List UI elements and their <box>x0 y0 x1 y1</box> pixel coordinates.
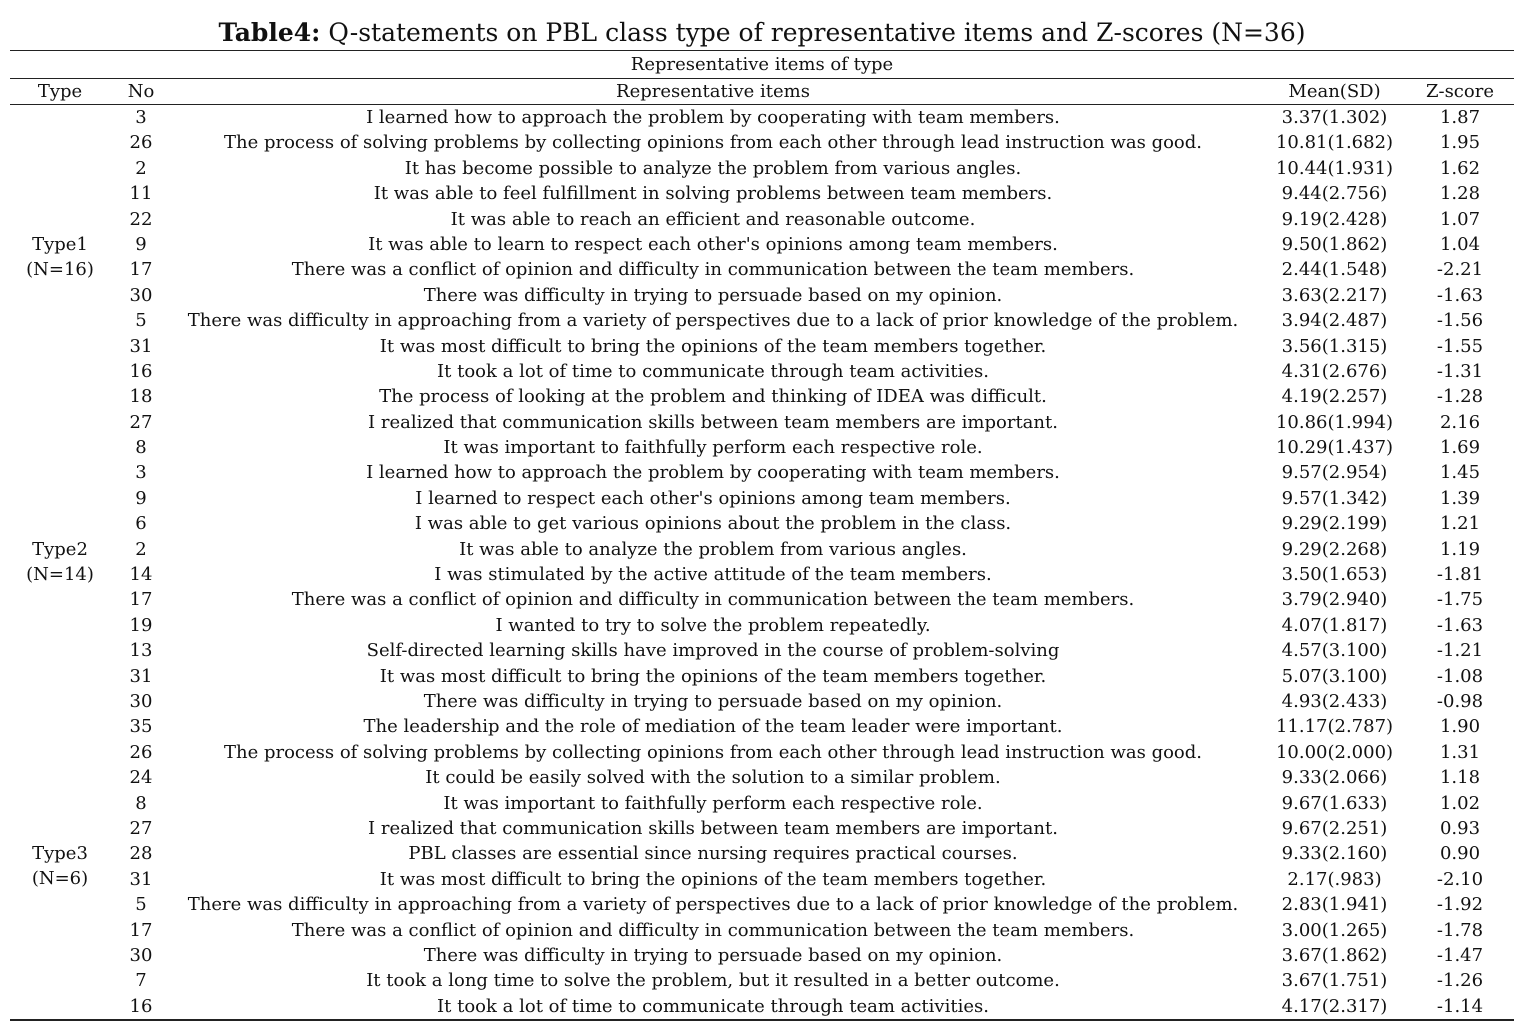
table-body <box>0 105 1534 1019</box>
item-mean-sd: 3.63(2.217) <box>1281 284 1388 306</box>
item-zscore: -1.31 <box>1436 360 1484 382</box>
table-row <box>0 435 1534 460</box>
item-statement: It has become possible to analyze the problem from various angles. <box>404 157 1022 179</box>
item-number: 5 <box>135 310 147 332</box>
item-statement: It was important to faithfully perform each respective role. <box>443 437 983 459</box>
item-zscore: 1.31 <box>1439 741 1481 763</box>
item-number: 30 <box>129 284 153 306</box>
item-number: 31 <box>129 868 153 890</box>
table-row <box>0 664 1534 689</box>
item-statement: The leadership and the role of mediation of the team leader were important. <box>363 716 1063 738</box>
table-row <box>0 943 1534 968</box>
table-row <box>0 384 1534 409</box>
item-statement: The process of solving problems by collecting opinions from each other through lead instruction was good. <box>223 741 1203 763</box>
table-subheader: Representative items of type <box>630 54 894 75</box>
table-row <box>0 765 1534 790</box>
item-statement: I learned to respect each other's opinions among team members. <box>415 487 1011 509</box>
item-mean-sd: 4.17(2.317) <box>1281 995 1388 1017</box>
item-mean-sd: 10.44(1.931) <box>1275 157 1394 179</box>
item-zscore: -1.21 <box>1436 640 1484 662</box>
table-row <box>0 511 1534 536</box>
item-mean-sd: 9.19(2.428) <box>1281 208 1388 230</box>
item-statement: It took a long time to solve the problem, but it resulted in a better outcome. <box>366 970 1060 992</box>
item-zscore: -1.28 <box>1436 386 1484 408</box>
table-row <box>0 892 1534 917</box>
item-number: 2 <box>135 157 147 179</box>
item-number: 2 <box>135 538 147 560</box>
item-mean-sd: 2.44(1.548) <box>1281 259 1388 281</box>
item-number: 6 <box>135 513 147 535</box>
col-header-items: Representative items <box>616 81 810 102</box>
table-row <box>0 841 1534 866</box>
item-statement: There was a conflict of opinion and difficulty in communication between the team members. <box>291 589 1135 611</box>
item-mean-sd: 10.86(1.994) <box>1275 411 1394 433</box>
table-row <box>0 740 1534 765</box>
item-mean-sd: 5.07(3.100) <box>1281 665 1388 687</box>
item-number: 7 <box>135 970 147 992</box>
item-mean-sd: 9.67(2.251) <box>1281 817 1388 839</box>
item-statement: There was difficulty in trying to persuade based on my opinion. <box>423 690 1003 712</box>
item-statement: There was difficulty in approaching from a variety of perspectives due to a lack of prior knowledge of the problem. <box>187 310 1239 332</box>
item-mean-sd: 9.33(2.160) <box>1281 843 1388 865</box>
item-zscore: -1.75 <box>1436 589 1484 611</box>
table-row <box>0 587 1534 612</box>
item-zscore: 0.93 <box>1439 817 1481 839</box>
table-row <box>0 968 1534 993</box>
item-number: 26 <box>129 132 153 154</box>
item-number: 31 <box>129 335 153 357</box>
item-statement: The process of looking at the problem and thinking of IDEA was difficult. <box>379 386 1047 408</box>
item-mean-sd: 4.93(2.433) <box>1281 690 1388 712</box>
col-header-type: Type <box>37 81 83 102</box>
table-row <box>0 867 1534 892</box>
item-mean-sd: 10.29(1.437) <box>1275 437 1394 459</box>
item-zscore: 1.90 <box>1439 716 1481 738</box>
item-mean-sd: 3.37(1.302) <box>1281 107 1388 128</box>
item-zscore: -0.98 <box>1436 690 1484 712</box>
item-zscore: -1.14 <box>1436 995 1484 1017</box>
table-row <box>0 791 1534 816</box>
item-mean-sd: 3.00(1.265) <box>1281 919 1388 941</box>
item-number: 24 <box>129 767 153 789</box>
item-zscore: -1.78 <box>1436 919 1484 941</box>
item-number: 8 <box>135 437 147 459</box>
table-row <box>0 994 1534 1019</box>
item-zscore: 1.62 <box>1439 157 1481 179</box>
bottom-rule <box>10 1019 1514 1021</box>
item-number: 18 <box>129 386 153 408</box>
item-mean-sd: 3.94(2.487) <box>1281 310 1388 332</box>
item-statement: It was able to feel fulfillment in solving problems between team members. <box>373 183 1053 205</box>
top-rule <box>10 50 1514 51</box>
table-row <box>0 714 1534 739</box>
item-number: 8 <box>135 792 147 814</box>
table-row <box>0 689 1534 714</box>
item-number: 22 <box>129 208 153 230</box>
item-statement: It was able to reach an efficient and reasonable outcome. <box>450 208 976 230</box>
item-zscore: 1.19 <box>1439 538 1481 560</box>
item-statement: It could be easily solved with the solution to a similar problem. <box>425 767 1001 789</box>
table-row <box>0 105 1534 130</box>
item-number: 5 <box>135 894 147 916</box>
item-statement: It was most difficult to bring the opinions of the team members together. <box>379 868 1047 890</box>
item-number: 9 <box>135 487 147 509</box>
item-number: 27 <box>129 817 153 839</box>
item-zscore: 1.04 <box>1439 233 1481 255</box>
item-zscore: -2.21 <box>1436 259 1484 281</box>
table-row <box>0 156 1534 181</box>
col-header-mean: Mean(SD) <box>1288 81 1381 102</box>
item-statement: It was able to analyze the problem from various angles. <box>459 538 967 560</box>
type-group-name: Type1 <box>32 234 88 255</box>
item-mean-sd: 2.83(1.941) <box>1281 894 1388 916</box>
item-mean-sd: 4.07(1.817) <box>1281 614 1388 636</box>
table-row <box>0 410 1534 435</box>
table-caption <box>0 17 1524 49</box>
item-mean-sd: 2.17(.983) <box>1287 868 1382 890</box>
item-statement: I wanted to try to solve the problem repeatedly. <box>495 614 931 636</box>
item-mean-sd: 10.81(1.682) <box>1275 132 1394 154</box>
table-row <box>0 613 1534 638</box>
item-mean-sd: 4.31(2.676) <box>1281 360 1388 382</box>
item-zscore: 1.87 <box>1439 107 1481 128</box>
col-header-no: No <box>127 81 155 102</box>
col-header-zscore: Z-score <box>1425 81 1494 102</box>
item-statement: There was a conflict of opinion and difficulty in communication between the team members. <box>291 259 1135 281</box>
item-number: 19 <box>129 614 153 636</box>
item-zscore: -1.55 <box>1436 335 1484 357</box>
table-row <box>0 130 1534 155</box>
item-zscore: -1.26 <box>1436 970 1484 992</box>
item-number: 30 <box>129 690 153 712</box>
item-statement: It was most difficult to bring the opinions of the team members together. <box>379 665 1047 687</box>
item-number: 11 <box>129 183 153 205</box>
item-statement: It took a lot of time to communicate through team activities. <box>437 995 989 1017</box>
item-zscore: 1.02 <box>1439 792 1481 814</box>
item-statement: I learned how to approach the problem by cooperating with team members. <box>366 462 1060 484</box>
item-zscore: 1.21 <box>1439 513 1481 535</box>
item-number: 3 <box>135 107 147 128</box>
item-zscore: -2.10 <box>1436 868 1484 890</box>
item-mean-sd: 3.79(2.940) <box>1281 589 1388 611</box>
item-mean-sd: 9.57(2.954) <box>1281 462 1388 484</box>
item-statement: I realized that communication skills between team members are important. <box>368 817 1058 839</box>
table-row <box>0 537 1534 562</box>
type-group-n: (N=16) <box>26 259 94 280</box>
item-zscore: -1.63 <box>1436 614 1484 636</box>
item-number: 16 <box>129 360 153 382</box>
table-row <box>0 207 1534 232</box>
item-zscore: 1.07 <box>1439 208 1481 230</box>
item-mean-sd: 4.19(2.257) <box>1281 386 1388 408</box>
item-number: 30 <box>129 944 153 966</box>
item-zscore: 1.28 <box>1439 183 1481 205</box>
item-statement: I learned how to approach the problem by cooperating with team members. <box>366 107 1060 128</box>
table-caption-text: Q-statements on PBL class type of representative items and Z-scores (N=36) <box>328 18 1306 47</box>
type-group-n: (N=14) <box>26 564 94 585</box>
item-number: 35 <box>129 716 153 738</box>
table-row <box>0 232 1534 257</box>
item-zscore: -1.81 <box>1436 564 1484 586</box>
item-mean-sd: 3.67(1.862) <box>1281 944 1388 966</box>
item-zscore: -1.56 <box>1436 310 1484 332</box>
type-group-n: (N=6) <box>31 868 89 889</box>
item-statement: I realized that communication skills between team members are important. <box>368 411 1058 433</box>
item-number: 14 <box>129 564 153 586</box>
item-number: 3 <box>135 462 147 484</box>
table-row <box>0 460 1534 485</box>
item-zscore: 1.69 <box>1439 437 1481 459</box>
item-zscore: 1.95 <box>1439 132 1481 154</box>
table-row <box>0 308 1534 333</box>
table-row <box>0 181 1534 206</box>
item-statement: PBL classes are essential since nursing requires practical courses. <box>408 843 1018 865</box>
item-statement: I was stimulated by the active attitude of the team members. <box>434 564 992 586</box>
item-mean-sd: 3.67(1.751) <box>1281 970 1388 992</box>
item-zscore: -1.92 <box>1436 894 1484 916</box>
item-statement: It took a lot of time to communicate through team activities. <box>437 360 989 382</box>
item-zscore: -1.63 <box>1436 284 1484 306</box>
item-statement: There was difficulty in trying to persuade based on my opinion. <box>423 284 1003 306</box>
item-mean-sd: 10.00(2.000) <box>1275 741 1394 763</box>
table-row <box>0 638 1534 663</box>
item-mean-sd: 9.67(1.633) <box>1281 792 1388 814</box>
item-statement: It was important to faithfully perform each respective role. <box>443 792 983 814</box>
item-zscore: 1.18 <box>1439 767 1481 789</box>
item-statement: There was difficulty in trying to persuade based on my opinion. <box>423 944 1003 966</box>
item-mean-sd: 3.50(1.653) <box>1281 564 1388 586</box>
table-row <box>0 283 1534 308</box>
table-row <box>0 334 1534 359</box>
item-statement: There was difficulty in approaching from a variety of perspectives due to a lack of prior knowledge of the problem. <box>187 894 1239 916</box>
table-row <box>0 918 1534 943</box>
item-number: 17 <box>129 919 153 941</box>
item-zscore: 1.39 <box>1439 487 1481 509</box>
item-mean-sd: 9.33(2.066) <box>1281 767 1388 789</box>
item-number: 17 <box>129 259 153 281</box>
item-mean-sd: 9.50(1.862) <box>1281 233 1388 255</box>
table-row <box>0 562 1534 587</box>
item-mean-sd: 9.29(2.199) <box>1281 513 1388 535</box>
item-number: 16 <box>129 995 153 1017</box>
item-number: 26 <box>129 741 153 763</box>
item-zscore: 1.45 <box>1439 462 1481 484</box>
type-group-name: Type2 <box>32 539 88 560</box>
table-row <box>0 486 1534 511</box>
item-number: 31 <box>129 665 153 687</box>
item-number: 27 <box>129 411 153 433</box>
item-statement: The process of solving problems by collecting opinions from each other through lead instruction was good. <box>223 132 1203 154</box>
item-mean-sd: 4.57(3.100) <box>1281 640 1388 662</box>
item-mean-sd: 9.44(2.756) <box>1281 183 1388 205</box>
item-statement: I was able to get various opinions about the problem in the class. <box>414 513 1012 535</box>
item-zscore: 0.90 <box>1439 843 1481 865</box>
table-row <box>0 257 1534 282</box>
item-mean-sd: 9.57(1.342) <box>1281 487 1388 509</box>
type-group-name: Type3 <box>32 843 88 864</box>
item-statement: Self-directed learning skills have improved in the course of problem-solving <box>366 640 1060 662</box>
item-mean-sd: 3.56(1.315) <box>1281 335 1388 357</box>
table-row <box>0 816 1534 841</box>
item-statement: There was a conflict of opinion and difficulty in communication between the team members. <box>291 919 1135 941</box>
item-zscore: 2.16 <box>1439 411 1481 433</box>
table-row <box>0 359 1534 384</box>
item-number: 13 <box>129 640 153 662</box>
item-mean-sd: 11.17(2.787) <box>1275 716 1394 738</box>
item-mean-sd: 9.29(2.268) <box>1281 538 1388 560</box>
item-number: 9 <box>135 233 147 255</box>
item-statement: It was able to learn to respect each other's opinions among team members. <box>368 233 1058 255</box>
table-caption-label: Table4: <box>218 18 321 47</box>
item-number: 17 <box>129 589 153 611</box>
item-zscore: -1.47 <box>1436 944 1484 966</box>
item-statement: It was most difficult to bring the opinions of the team members together. <box>379 335 1047 357</box>
item-number: 28 <box>129 843 153 865</box>
item-zscore: -1.08 <box>1436 665 1484 687</box>
